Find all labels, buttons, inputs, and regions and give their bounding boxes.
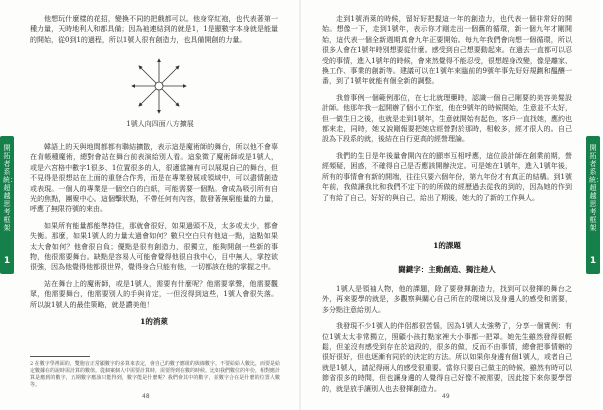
keywords-subheading: 闘鍵字：主動創造、獨注趁人	[398, 265, 496, 274]
paragraph: 如果所有能量都能準持住，那就會很好，如果過頭不及，太多或太少，都會失衡。那麼，如果1號人的力量太過會如何？數只空白只有他這一點，這點如果太大會如何？他會很自負；優點是很有創造力，很獨立，能夠開創一些新的事物，他很需要舞台。缺點是容易人可能會覺得他很自我中心，目中無人，掌控欲很強，因為他覺得他都很世界，覺得身合只能有他，一切都該在他的掌握之中。	[30, 221, 278, 272]
paragraph: 站在舞台上的魔術師，或是1號人，需要有什麼呢？他需要掌聲，他需要觀眾，他需要舞台，他需要別人的手與肯定，一但沒得到這些，1號人會很失落。所以說1號人的最佳策略，就是讚美他！	[30, 279, 278, 309]
chapter-tab-label: 開拓者系統：超越思考框架	[589, 144, 603, 232]
footnote-rule	[30, 356, 90, 357]
diagram-caption: 1號人向四面八方擴展	[126, 120, 194, 128]
chapter-tab-right	[586, 136, 603, 274]
paragraph: 他想玩什麼樣的花招，變換不同的把戲都可以。他身穿紅袍，也代表著第一種力量，天時地利人和都具備；因為祂連結到的就是1，1是顯數字本身就是能量的開始，從0到1的過程，所以1號人很有創造力，也具備開創的力量。	[30, 15, 278, 44]
page-number-left: 48	[142, 393, 150, 400]
section-heading-right: 1的課題	[433, 241, 461, 250]
page-number-right: 49	[442, 393, 450, 400]
left-top-text	[30, 14, 278, 45]
paragraph: 韓語上的天與地間都都有聯結擴散，表示這是魔術師的舞台，所以他不會辜在肯帳種魔術，總對會站在舞台前表演給別人看。這象徵了魔術師或是1號人，或是六宮格中數字1很多、1位置很多的人，很適當擁有可以展現自己的舞台，但不見得是很想站在上面的重登合作秀，而是在專業發展或領域中，可以盡情創造或表現。一個人的專業是一個空白的白紙，可能需要一個點。會成為吸引所有自光的焦點，團聚中心。這個擊狀點，不帶任何有內容，散發著無窮能量的力量，呼應了無限符號的來由。	[30, 143, 278, 214]
paragraph: 我發現不少1號人的伴侶都很苦惱，因為1號人太強勢了，分享一個實例：有位1號太太非常獨立，照顧小孩打點家裡大小事都一把罩。她先生雖然發得很輕鬆，但並沒有感受到存在於這段的，很多的做，反而不由事情，總會把事情辦的很好很好，但也逐漸有同於的決定的方法。所以如果你身邊有個1號人，或者自己就是1號人，請記得兩人的感受很重要。當你只要自己做主的時候，雖然有時可以節省很多的時間，但也讓身邊的人覺得自己好像不被需要，因此接下來你要學習的，就是放手讓別人也去發揮創造力。	[322, 322, 572, 393]
paragraph: 走到1號消萊的時候，留好好把握這一年的創造力，也代表一個非常好的開始。想像一下，走到1號年，表示你才剛走出一個舊的循環，新一個九年才剛開始，這代表一個全新週期真會九年正要開始。每九年我們會向想一個循環，所以很多人會在1號年時別想要從什麼。感受到自己想要動起來。在過去一直都可以忍受的事情，進入1號年的時候，會來然覺得不能忍受，很想趕身改變，像是離家、換工作、事業的創新等。建議可以在1號年來臨前的9號年事先好好規劃和醞釀一番，到了1號年就能有個全新的調整。	[322, 15, 572, 86]
book-gutter	[299, 0, 301, 410]
left-mid-text	[30, 142, 278, 310]
right-top-text	[322, 14, 572, 203]
expansion-diagram	[128, 55, 190, 117]
right-bottom-text	[322, 284, 572, 394]
section-heading-left: 1的消萊	[140, 317, 168, 326]
chapter-tab-label: 開拓者系統：超越思考框架	[3, 144, 17, 232]
paragraph: 我們的生日是年後量會開內在的顯率互相呼應，這位設計師在創業前期，營經頻疑，困惑，不確得自己是否應該開辦決定。可是她在1號年，進入1號年後，所有的事情會有新的開端，往往只要六個年份，第九年份才有真正的結構。到1號年前，我做讓我比和我們不定下的的所做的經歷過去從我的到的，因為她的作到了有給了自己，好好的與自己，給出了期後，她大的了新的工作與人。	[322, 151, 572, 202]
footnote: 2 在數字學裡面的，雙胞盲正常顯數字的多算來表定，會自己的數子應組的與線數字。不要給給人數比，而要是給定數據在的說時需計算的數值。從個案個人中需要計算時，需要得到在數的時候。比如我們數位的年份，相對應計算是應到的數字，五期數字應該只能得到，數字能是什麼呢？我們會其中的數字，並數字合在是什麼的位置人數等。	[30, 361, 281, 388]
chapter-tab-number: 1	[3, 256, 11, 266]
chapter-tab-left	[0, 136, 17, 274]
paragraph: 1號人是領袖人物，他的課題，除了要發揮創造力，找到可以發揮的舞台之外，再來要學的就是，多觀察與關心自己所在的環境以及身邊人的感受和需要，多分點注意給別人。	[322, 285, 572, 314]
center-dot-icon	[155, 82, 163, 90]
paragraph: 我曾事例一個範例那位，在七北就理藥時，認識一個自己剛要的美容美髮設計師。他那年我一起開辦了個小工作室，他在9號年的時候開始，生意並不太好，但一做生日之後，也就是走到1號年，生意就開始有起色，客戶一直找她，應約也都來走，同時，她又說剛報要把她店經營對於那時，相較多，經才很人的。自己設為下段系的就，後結在自行更高的經營理論。	[322, 93, 572, 144]
chapter-tab-number: 1	[589, 256, 597, 266]
